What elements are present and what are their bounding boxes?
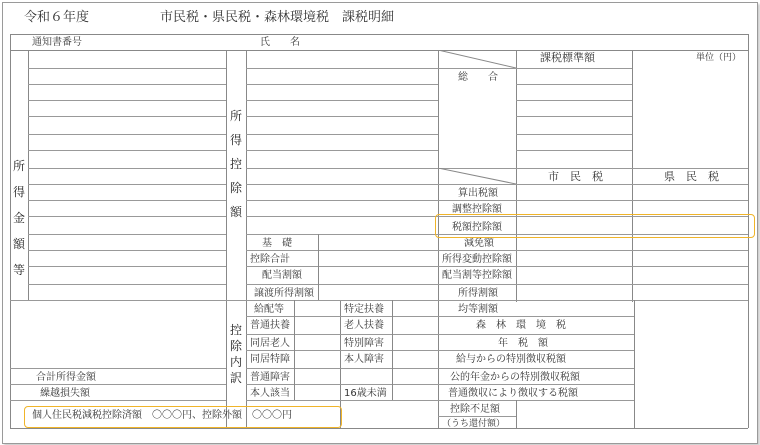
deduction-vertical-label: 所 得 控 除 額: [229, 109, 242, 219]
detail-label: 普通障害: [250, 372, 290, 383]
tax-base-diagonal: [438, 50, 516, 68]
header-row-border: [10, 50, 748, 51]
tax-value-divider: [516, 50, 517, 302]
column-divider-2: [246, 50, 247, 428]
income-variation-label: 所得変動控除額: [442, 254, 512, 265]
total-income-label: 合計所得金額: [36, 372, 96, 383]
basic-deduction-label: 基 礎: [262, 238, 292, 249]
calc-tax-label: 算出税額: [458, 188, 498, 199]
unit-label: 単位（円）: [696, 53, 742, 63]
income-split-label: 所得割額: [458, 288, 498, 299]
detail-label: 特別障害: [344, 338, 384, 349]
detail-label: 普通扶養: [250, 320, 290, 331]
page-title: 市民税・県民税・森林環境税 課税明細: [160, 10, 395, 25]
ordinary-collection-label: 普通徴収により徴収する税額: [448, 388, 578, 399]
per-capita-label: 均等割額: [458, 304, 498, 315]
detail-label: 同居特障: [250, 354, 290, 365]
income-label-divider: [28, 50, 29, 300]
detail-label: 老人扶養: [344, 320, 384, 331]
detail-label: 本人該当: [250, 388, 290, 399]
detail-label: 本人障害: [344, 354, 384, 365]
forest-tax-label: 森 林 環 境 税: [476, 320, 566, 331]
city-tax-header: 市 民 税: [548, 170, 603, 183]
name-label: 氏 名: [260, 37, 300, 48]
adjust-deduction-label: 調整控除額: [452, 204, 502, 215]
tax-base-total-label: 総 合: [458, 72, 498, 83]
deduction-total-label: 控除合計: [250, 254, 290, 265]
detail-label: 特定扶養: [344, 304, 384, 315]
fiscal-year: 令和６年度: [24, 10, 90, 25]
table-top-border: [10, 34, 748, 35]
footer-note: 個人住民税減税控除済額 〇〇〇円、控除外額 〇〇〇円: [32, 410, 292, 421]
dividend-deduction-label: 配当割等控除額: [442, 270, 512, 281]
column-divider-1: [226, 50, 227, 428]
tax-base-header: 課税標準額: [540, 51, 595, 64]
salary-special-collection-label: 給与からの特別徴収税額: [456, 354, 566, 365]
shortfall-label: 控除不足額: [450, 404, 500, 415]
reduction-label: 減免額: [464, 238, 494, 249]
detail-label: 同居老人: [250, 338, 290, 349]
table-bottom-border: [10, 428, 748, 429]
deduction-detail-vertical-label: 控 除 内 訳: [229, 323, 242, 385]
detail-label: 16歳未満: [344, 388, 387, 399]
tax-credit-highlight: [435, 214, 755, 238]
prefecture-tax-header: 県 民 税: [664, 170, 719, 183]
tax-table-diagonal: [438, 168, 516, 184]
refund-label: （うち還付額）: [442, 419, 506, 429]
annual-tax-label: 年 税 額: [498, 338, 548, 349]
notice-number-label: 通知書番号: [32, 37, 82, 48]
dividend-split-label: 配当割額: [262, 270, 302, 281]
detail-label: 給配等: [254, 304, 284, 315]
pension-special-collection-label: 公的年金からの特別徴収税額: [450, 372, 580, 383]
loss-carryover-label: 繰越損失額: [40, 388, 90, 399]
income-vertical-label: 所 得 金 額 等: [12, 159, 25, 277]
tax-credit-label: 税額控除額: [452, 222, 502, 233]
tax-divider: [438, 50, 439, 428]
transfer-split-label: 譲渡所得割額: [254, 288, 314, 299]
city-pref-divider: [632, 50, 633, 302]
